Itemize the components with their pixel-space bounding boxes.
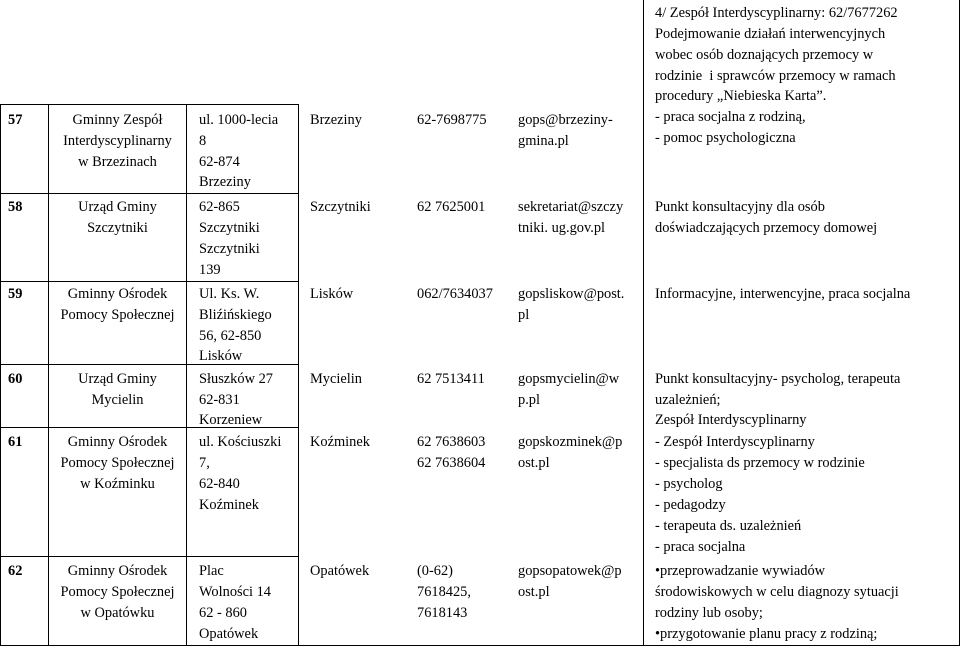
address-line: Szczytniki: [199, 220, 260, 236]
email[interactable]: gopsopatowek@p: [518, 563, 622, 579]
address-line: Szczytniki: [199, 241, 260, 257]
email[interactable]: ost.pl: [518, 455, 550, 471]
address-line: Bliźińskiego: [199, 307, 272, 323]
institution-name: Szczytniki: [87, 220, 148, 236]
institution-name: Interdyscyplinarny: [63, 133, 172, 149]
address-line: ul. 1000-lecia: [199, 112, 279, 128]
services-line: Punkt konsultacyjny dla osób: [655, 199, 825, 215]
address-line: Brzeziny: [199, 174, 251, 190]
services-line: rodziny lub osoby;: [655, 605, 763, 621]
row-border-57-top: [0, 104, 299, 105]
services-line: - praca socjalna: [655, 539, 746, 555]
phone: 62 7638604: [417, 455, 486, 471]
services-line: Informacyjne, interwencyjne, praca socjalna: [655, 286, 911, 302]
phone: 7618143: [417, 605, 468, 621]
email[interactable]: gops@brzeziny-: [518, 112, 613, 128]
phone: 7618425,: [417, 584, 471, 600]
col-border-right-address: [298, 104, 299, 646]
row-border-60-top: [0, 364, 299, 365]
institution-name: Mycielin: [91, 392, 144, 408]
address-line: 7,: [199, 455, 210, 471]
address-line: Opatówek: [199, 626, 259, 642]
row-border-58-top: [0, 193, 299, 194]
email[interactable]: tniki. ug.gov.pl: [518, 220, 606, 236]
intro-line: Podejmowanie działań interwencyjnych: [655, 26, 886, 42]
col-border-left: [0, 104, 1, 646]
address-line: 62-865: [199, 199, 240, 215]
institution-name: w Opatówku: [80, 605, 155, 621]
address-line: 62-831: [199, 392, 240, 408]
institution-name: Urząd Gminy: [78, 199, 157, 215]
intro-line: procedury „Niebieska Karta”.: [655, 88, 827, 104]
intro-line: 4/ Zespół Interdyscyplinarny: 62/7677262: [655, 5, 898, 21]
email[interactable]: ost.pl: [518, 584, 550, 600]
phone: 62 7625001: [417, 199, 486, 215]
phone: 62 7638603: [417, 434, 486, 450]
institution-name: w Brzezinach: [78, 154, 157, 170]
email[interactable]: p.pl: [518, 392, 540, 408]
table-border-bottom: [0, 645, 960, 646]
institution-name: Gminny Ośrodek: [67, 286, 168, 302]
row-number: 59: [8, 286, 23, 302]
row-number: 62: [8, 563, 23, 579]
email[interactable]: sekretariat@szczy: [518, 199, 624, 215]
services-line: Zespół Interdyscyplinarny: [655, 412, 807, 428]
services-line: - terapeuta ds. uzależnień: [655, 518, 802, 534]
town: Szczytniki: [310, 199, 371, 215]
services-line: - specjalista ds przemocy w rodzinie: [655, 455, 865, 471]
address-line: Korzeniew: [199, 412, 263, 428]
institution-name: Pomocy Społecznej: [60, 584, 175, 600]
town: Opatówek: [310, 563, 370, 579]
address-line: 62 - 860: [199, 605, 247, 621]
address-line: Koźminek: [199, 497, 259, 513]
row-border-59-top: [0, 281, 299, 282]
address-line: 139: [199, 262, 221, 278]
services-line: uzależnień;: [655, 392, 721, 408]
town: Brzeziny: [310, 112, 362, 128]
services-line: Punkt konsultacyjny- psycholog, terapeuta: [655, 371, 901, 387]
institution-name: Gminny Ośrodek: [67, 434, 168, 450]
services-line: •przygotowanie planu pracy z rodziną;: [655, 626, 878, 642]
services-line: •przeprowadzanie wywiadów: [655, 563, 826, 579]
address-line: 62-874: [199, 154, 240, 170]
services-line: środowiskowych w celu diagnozy sytuacji: [655, 584, 899, 600]
email[interactable]: gopsmycielin@w: [518, 371, 620, 387]
address-line: 62-840: [199, 476, 240, 492]
address-line: Słuszków 27: [199, 371, 273, 387]
row-number: 57: [8, 112, 23, 128]
services-line: - psycholog: [655, 476, 723, 492]
address-line: 8: [199, 133, 207, 149]
intro-line: - pomoc psychologiczna: [655, 130, 796, 146]
intro-line: rodzinie i sprawców przemocy w ramach: [655, 68, 896, 84]
row-number: 60: [8, 371, 23, 387]
town: Mycielin: [310, 371, 362, 387]
address-line: Lisków: [199, 348, 243, 364]
email[interactable]: gopsliskow@post.: [518, 286, 625, 302]
phone: 062/7634037: [417, 286, 493, 302]
row-number: 61: [8, 434, 23, 450]
address-line: 56, 62-850: [199, 328, 262, 344]
row-border-62-top: [0, 556, 299, 557]
phone: 62 7513411: [417, 371, 485, 387]
institution-name: Pomocy Społecznej: [60, 455, 175, 471]
institution-name: w Koźminku: [80, 476, 155, 492]
col-border-services: [643, 0, 644, 646]
row-number: 58: [8, 199, 23, 215]
address-line: Plac: [199, 563, 224, 579]
address-line: Ul. Ks. W.: [199, 286, 260, 302]
intro-line: - praca socjalna z rodziną,: [655, 109, 806, 125]
intro-line: wobec osób doznających przemocy w: [655, 47, 874, 63]
address-line: ul. Kościuszki: [199, 434, 282, 450]
institution-name: Gminny Ośrodek: [67, 563, 168, 579]
institution-name: Gminny Zespół: [72, 112, 163, 128]
institution-name: Urząd Gminy: [78, 371, 157, 387]
col-border-address: [186, 104, 187, 646]
address-line: Wolności 14: [199, 584, 271, 600]
email[interactable]: gmina.pl: [518, 133, 569, 149]
institution-name: Pomocy Społecznej: [60, 307, 175, 323]
services-line: - pedagodzy: [655, 497, 726, 513]
email[interactable]: gopskozminek@p: [518, 434, 623, 450]
services-line: doświadczających przemocy domowej: [655, 220, 878, 236]
phone: 62-7698775: [417, 112, 487, 128]
phone: (0-62): [417, 563, 453, 579]
town: Koźminek: [310, 434, 370, 450]
services-line: - Zespół Interdyscyplinarny: [655, 434, 815, 450]
town: Lisków: [310, 286, 354, 302]
email[interactable]: pl: [518, 307, 530, 323]
